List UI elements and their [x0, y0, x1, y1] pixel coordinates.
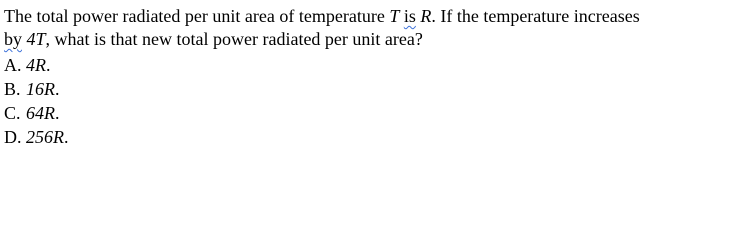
option-value: 64R	[26, 103, 55, 123]
option-value: 16R	[26, 79, 55, 99]
question-line-1: The total power radiated per unit area of temperature T is R. If the temperature increases	[4, 6, 640, 26]
option-letter: A.	[4, 55, 22, 75]
question-line-2: by 4T, what is that new total power radiated per unit area?	[4, 29, 423, 49]
option-b[interactable]: B. 16R.	[4, 79, 60, 99]
variable-r: R	[420, 6, 432, 26]
answer-options	[4, 53, 69, 149]
spellcheck-word-by: by	[4, 29, 22, 49]
option-letter: D.	[4, 127, 22, 147]
variable-t: T	[389, 6, 400, 26]
spellcheck-word-is: is	[403, 6, 416, 26]
option-letter: C.	[4, 103, 21, 123]
option-value: 256R	[26, 127, 64, 147]
option-d[interactable]: D. 256R.	[4, 127, 69, 147]
variable-4t: 4T	[26, 29, 46, 49]
question-text	[4, 5, 738, 51]
option-letter: B.	[4, 79, 21, 99]
option-value: 4R	[26, 55, 46, 75]
option-c[interactable]: C. 64R.	[4, 103, 60, 123]
option-a[interactable]: A. 4R.	[4, 55, 51, 75]
